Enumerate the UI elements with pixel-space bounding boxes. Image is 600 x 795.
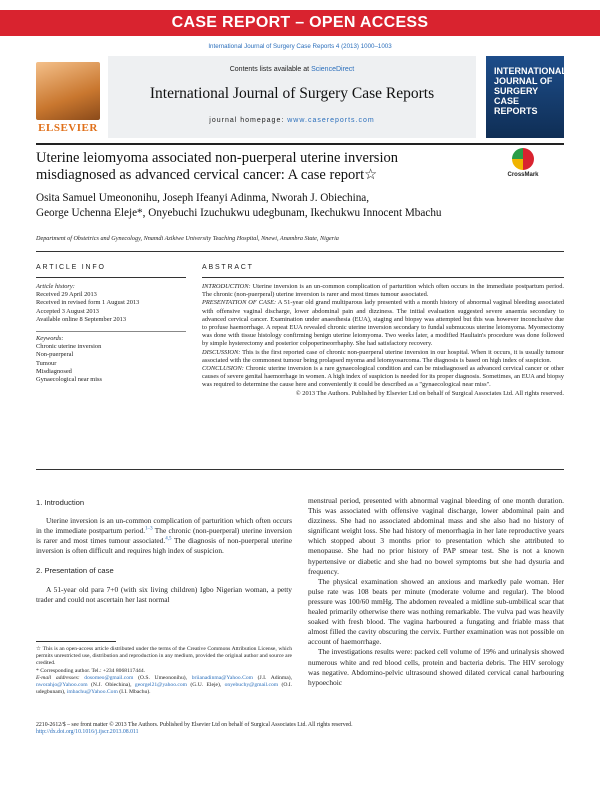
email-link[interactable]: imbachu@Yahoo.Com [66,689,118,696]
email-owner: (O.S. Umeononihu), [133,674,188,681]
elsevier-tree-icon [36,62,100,120]
email-addresses [36,675,292,697]
elsevier-logo [36,62,100,138]
intro-text: The diagnosis of non-puerperal uterine inversion is often difficult and requires high index of suspicion. [36,536,292,556]
homepage-link[interactable]: www.casereports.com [287,117,375,124]
email-link[interactable]: nworahjo@Yahoo.com [36,682,88,689]
abstract-introduction [202,283,564,299]
history-label: Article history: [36,283,75,290]
keyword: Chronic uterine inversion [36,343,102,351]
cover-title: INTERNATIONAL JOURNAL OF SURGERY CASE REPORTS [494,66,567,116]
case-paragraph: The physical examination showed an anxious and markedly pale woman. Her pulse rate was 108 beats per minute (moderate volume and regular). The blood pressure was 100/60 mmHg. The abdomen revealed a midline sub-umbilical scar that healed primarily otherwise there was nothing remarkable. The vulva pad was heavily soaked with fresh blood. The vagina harboured a fungating and friable mass that almost filled the cavity obscuring the cervix. Further examination was not possible on account of haemorrhage. [308,576,564,647]
keyword: Tumour [36,359,57,367]
case-report-banner: CASE REPORT – OPEN ACCESS [0,10,600,36]
email-owner: (J.I. Adinma), [252,674,292,681]
crossmark-icon [512,148,534,170]
contents-prefix: Contents lists available at [229,66,312,73]
journal-citation[interactable]: International Journal of Surgery Case Reports 4 (2013) 1000–1003 [208,43,392,50]
keywords-divider [36,331,186,332]
body-column-right [308,496,564,688]
article-title: Uterine leiomyoma associated non-puerperal uterine inversion misdiagnosed as advanced cervical cancer: A case report☆ [36,150,398,183]
journal-header [36,56,567,140]
intro-text: Uterine inversion is an un-common complication of parturition which often occurs in the immediate postpartum period. [36,516,292,536]
authors-line-2: George Uchenna Eleje*, Onyebuchi Izuchukwu udegbunam, Ikechukwu Innocent Mbachu [36,207,442,219]
affiliation: Department of Obstetrics and Gynecology, Nnamdi Azikiwe University Teaching Hospital, Nnewi, Anambra State, Nigeria [36,235,339,242]
abstract-body [202,283,564,398]
keywords-label: Keywords: [36,335,64,343]
history-item: Accepted 3 August 2013 [36,307,100,315]
case-paragraph: A 51-year old para 7+0 (with six living children) Igbo Nigerian woman, a petty trader and could not ascertain her last normal [36,584,292,604]
journal-title: International Journal of Surgery Case Reports [149,85,435,102]
author-list [36,191,564,221]
abstract-label: INTRODUCTION: [202,283,251,290]
citation-ref[interactable]: 1–3 [145,526,153,532]
email-link[interactable]: briianadinma@Yahoo.Com [191,674,253,681]
authors-line-1: Osita Samuel Umeononihu, Joseph Ifeanyi Adinma, Nworah J. Obiechina, [36,192,370,204]
abstract-label: DISCUSSION: [202,348,241,356]
abstract-text: Chronic uterine inversion is a rare gynaecological condition and can be misdiagnosed as advanced cervical cancer or other causes of severe genital haemorrhage in women. A high index of suspicion is needed for its proper diagnosis. Sometimes, an EUA and biopsy was required to determine the cause here and conveniently it could be described as a "gynaecological near miss". [202,365,564,389]
contents-line [108,66,476,73]
abstract-text: This is the first reported case of chronic non-puerperal uterine inversion in our hospital. When it occurs, it is usually tumour associated with the commonest tumour being prolapsed myoma and leiomyosarcoma. The diagnosis is based on high index of suspicion. [202,348,564,364]
journal-cover [486,56,567,138]
abstract-conclusion [202,365,564,390]
journal-homepage [108,117,476,124]
abstract-discussion [202,349,564,365]
email-link[interactable]: georgel21@yahoo.com [134,682,188,689]
abstract-divider [202,277,564,278]
homepage-label: journal homepage: [209,117,288,124]
abstract-label: PRESENTATION OF CASE: [202,299,277,307]
abstract-text: Uterine inversion is an un-common complication of parturition which often occurs in the immediate postpartum period. The chronic (non-puerperal) uterine inversion is rarer and most times tumour associated. [202,283,564,299]
footnotes [36,646,292,696]
abstract-presentation [202,299,564,348]
case-heading: 2. Presentation of case [36,566,114,576]
citation-ref[interactable]: 4,5 [165,536,172,542]
footnote-divider [36,641,116,642]
email-owner: (G.U. Eleje), [187,682,225,689]
abstract-copyright: © 2013 The Authors. Published by Elsevier Ltd on behalf of Surgical Associates Ltd. All rights reserved. [295,389,564,397]
history-item: Received 29 April 2013 [36,291,97,299]
abstract-bottom-divider [36,469,564,470]
crossmark-label: CrossMark [507,172,539,178]
keyword: Gynaecological near miss [36,376,103,384]
case-paragraph: menstrual period, presented with abnormal vaginal bleeding of one month duration. This was associated with offensive vaginal discharge, lower abdominal pain and dizziness. She had no associated abdominal mass and she also had no history of significant weight loss. She had history of menorrhagia in her late reproductive years which stopped about 3 months prior to presentation which she attributed to menopause. She had no prior history of PAP smear test. She is not a known hypertensive or diabetic and she had no bowel symptoms but she had dysuria and frequency. [308,496,564,576]
email-link[interactable]: dosomeo@gmail.com [84,674,134,681]
case-paragraph: The investigations results were: packed cell volume of 19% and urinalysis showed numerous white and red blood cells, protein and bacteria debris. The HIV serology was negative. Abdomino-pelvic ultrasound showed dilated cervical canal harbouring hypoechoic [308,647,564,687]
email-label: E-mail addresses: [36,674,85,681]
email-owner: (I.I. Mbachu). [117,689,151,696]
header-divider [36,143,564,145]
abstract-text: A 51-year old grand multiparous lady presented with a month history of abnormal vaginal bleeding associated with offensive vaginal discharge, lower abdominal pain and dizziness. The initial evaluation suggested severe anaemia secondary to advanced cervical cancer. Examination under anaesthesia (EUA), staging and biopsy was attempted but this was however inconclusive due to profuse haemorrhage. A repeat EUA revealed chronic uterine inversion secondary to fundal submucous uterine leiomyoma. Myomectomy was done with tissue histology confirming benign uterine leiomyoma. Two weeks later, a modified Haultain's procedure was done followed by simple hysterectomy and posterior colpoperineorrhaphy. She had satisfactory recovery. [202,299,564,348]
publisher-name: ELSEVIER [38,122,98,134]
history-item: Available online 8 September 2013 [36,315,127,323]
introduction-heading: 1. Introduction [36,498,85,507]
keyword: Non-puerperal [36,351,74,359]
email-owner: (N.J. Obiechina), [87,682,132,689]
article-info-heading: ARTICLE INFO [36,264,106,271]
open-access-note: ☆ This is an open-access article distributed under the terms of the Creative Commons Attribution License, which permits unrestricted use, distribution and reproduction in any medium, provided the original author and source are credited. [36,646,292,667]
affiliation-divider [36,251,564,252]
page-footer [36,722,564,737]
crossmark-badge[interactable] [498,148,548,178]
abstract-heading: ABSTRACT [202,264,254,271]
email-owner: (O.I. udegbunam), [36,682,293,696]
body-column-left [36,498,292,605]
doi-link[interactable]: http://dx.doi.org/10.1016/j.ijscr.2013.08.011 [36,729,139,736]
intro-text: The chronic (non-puerperal) uterine inversion is rarer and most times tumour associated. [36,526,292,546]
email-link[interactable]: onyebuchy@gmail.com [224,682,279,689]
info-divider [36,277,186,278]
sciencedirect-link[interactable]: ScienceDirect [311,66,355,73]
journal-masthead [108,56,476,138]
keyword: Misdiagnosed [36,367,72,375]
article-info [36,283,186,384]
corresponding-author: * Corresponding author. Tel.: +234 8068117444. [36,667,146,674]
abstract-label: CONCLUSION: [202,365,244,373]
issn-line: 2210-2612/$ – see front matter © 2013 The Authors. Published by Elsevier Ltd on behalf of Surgical Associates Ltd. All rights reserved. [36,722,353,728]
history-item: Received in revised form 1 August 2013 [36,299,140,307]
introduction-paragraph [36,516,292,556]
